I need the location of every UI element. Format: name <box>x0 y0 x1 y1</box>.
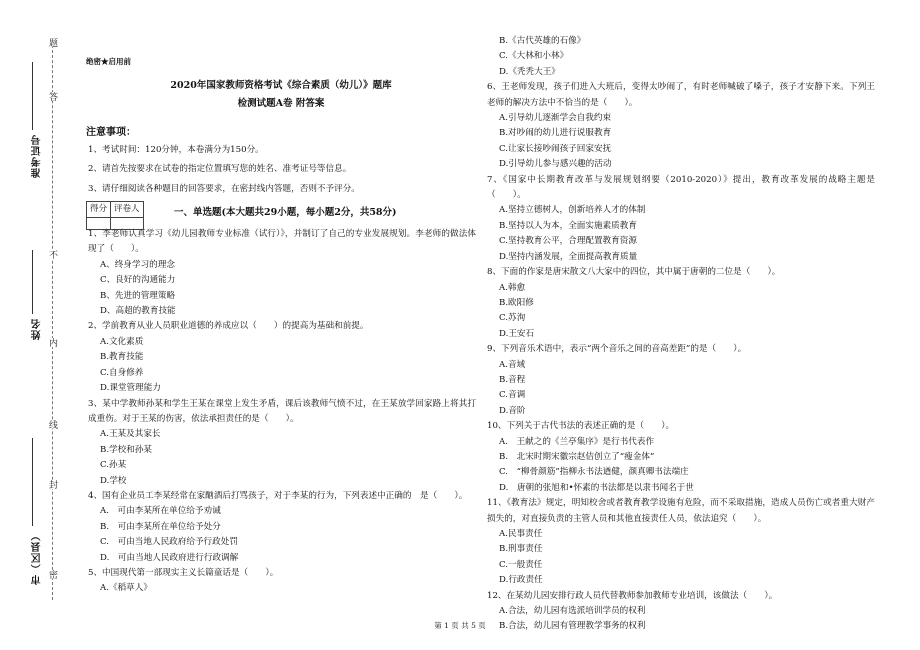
question-option: B. 可由李某所在单位给予处分 <box>100 521 221 532</box>
question-option: A.文化素质 <box>100 336 144 347</box>
seal-mark: 密 <box>47 570 57 579</box>
section-title: 一、单选题(本大题共29小题，每小题2分，共58分) <box>174 207 397 219</box>
exam-subtitle: 检测试题A卷 附答案 <box>237 98 325 110</box>
question-option: A.音域 <box>499 359 526 370</box>
question-option: C.《大林和小林》 <box>499 51 569 62</box>
score-table <box>86 201 144 230</box>
question-option: B.刑事责任 <box>499 544 543 555</box>
name-label: 姓名 <box>32 318 43 340</box>
question-option: C.孙某 <box>100 460 127 471</box>
question-option: A.《稻草人》 <box>100 583 152 594</box>
question-stem: 8、下面的作家是唐宋散文八大家中的四位，其中属于唐朝的二位是（ ）。 <box>487 267 781 278</box>
question-option: D. 唐朝的张旭和•怀素的书法都是以隶书闻名于世 <box>499 482 694 493</box>
question-stem: 6、王老师发现，孩子们进入大班后，变得太吵闹了，有时老师喊破了嗓子，孩子才安静下来。下列王老师的解决方法中不恰当的是（ ）。 <box>487 82 875 108</box>
question-option: A.王某及其家长 <box>100 429 161 440</box>
question-option: A.韩愈 <box>499 282 526 293</box>
question-option: A.坚持立德树人，创新培养人才的体制 <box>499 205 646 216</box>
question-option: A.合法，幼儿园有选派培训学员的权利 <box>499 606 646 617</box>
page-number: 第 1 页 共 5 页 <box>434 621 486 630</box>
question-stem: 3、某中学教师孙某和学生王某在课堂上发生矛盾，课后该教师气愤不过，在王某放学回家路上将其打成重伤。对于王某的伤害，依法承担责任的是（ ）。 <box>88 398 476 424</box>
secret-label: 绝密★启用前 <box>86 57 131 66</box>
question-option: D. 可由当地人民政府进行行政调解 <box>100 552 239 563</box>
question-option: B、先进的管理策略 <box>100 290 176 301</box>
question-stem: 10、下列关于古代书法的表述正确的是（ ）。 <box>487 421 675 432</box>
question-option: B.欧阳修 <box>499 297 534 308</box>
question-option: D.引导幼儿参与感兴趣的活动 <box>499 159 612 170</box>
question-option: B. 北宋时期宋徽宗赵佶创立了“瘦金体” <box>499 451 655 462</box>
section-header <box>86 201 476 227</box>
right-column <box>485 34 875 635</box>
question-option: B.教育技能 <box>100 352 144 363</box>
seal-mark: 题 <box>47 38 57 47</box>
question-option: C.让家长接吵闹孩子回家安抚 <box>499 143 612 154</box>
reviewer-label: 评卷人 <box>111 202 144 218</box>
question-stem: 4、国有企业员工李某经常在家酗酒后打骂孩子，对于李某的行为，下列表述中正确的 是（ ）。 <box>88 490 468 501</box>
question-option: A.民事责任 <box>499 529 543 539</box>
question-option: C.一般责任 <box>499 559 543 570</box>
question-option: D.坚持内涵发展，全面提高教育质量 <box>499 251 638 262</box>
question-option: A. 王献之的《兰亭集序》是行书代表作 <box>499 436 655 447</box>
question-option: A. 可由李某所在单位给予劝诫 <box>100 506 221 517</box>
question-stem: 7、《国家中长期教育改革与发展规划纲要（2010-2020）》提出，教育改革发展的战略主题是（ ）。 <box>487 174 875 201</box>
question-option: A.引导幼儿逐渐学会自我约束 <box>499 113 612 124</box>
question-option: D.王安石 <box>499 328 535 339</box>
reviewer-cell[interactable] <box>111 218 144 230</box>
question-stem: 11、《教育法》规定，明知校舍或者教育教学设施有危险，而不采取措施，造成人员伤亡或者重大财产损失的，对直接负责的主管人员和其他直接责任人员，依法追究（ ）。 <box>487 498 875 524</box>
seal-line <box>52 40 53 600</box>
question-option: D.课堂管理能力 <box>100 383 161 394</box>
question-stem: 9、下列音乐术语中，表示“两个音乐之间的音高差距”的是（ ）。 <box>487 344 747 355</box>
question-stem: 5、中国现代第一部现实主义长篇童话是（ ）。 <box>88 567 279 578</box>
binding-margin <box>0 0 80 650</box>
question-stem: 2、学前教育从业人员职业道德的养成应以（ ）的提高为基础和前提。 <box>88 321 369 332</box>
question-option: B.合法，幼儿园有管理教学事务的权利 <box>499 621 646 632</box>
question-option: C.坚持教育公平，合理配置教育资源 <box>499 236 637 247</box>
name-field[interactable] <box>32 250 33 314</box>
notes-heading: 注意事项： <box>86 127 136 139</box>
exam-number-label: 准考证号 <box>32 134 43 178</box>
score-label: 得分 <box>87 202 111 218</box>
seal-mark: 内 <box>47 338 57 347</box>
question-option: B.音程 <box>499 374 526 385</box>
question-option: C. 可由当地人民政府给予行政处罚 <box>100 537 238 548</box>
question-stem: 1、李老师认真学习《幼儿园教师专业标准（试行）》，并制订了自己的专业发展规划。李老师的做法体现了（ ）。 <box>88 229 476 255</box>
district-field[interactable] <box>32 438 33 526</box>
question-option: B.对吵闹的幼儿进行说服教育 <box>499 128 612 139</box>
exam-number-field[interactable] <box>32 62 33 130</box>
seal-mark: 不 <box>47 250 57 259</box>
question-option: C. “柳骨颜筋”指柳永书法遒健，颜真卿书法端庄 <box>499 467 689 478</box>
district-label: 市（区县） <box>32 530 43 585</box>
score-cell[interactable] <box>87 218 111 230</box>
note-item: 3、请仔细阅读各种题目的回答要求，在密封线内答题，否则不予评分。 <box>88 183 360 194</box>
question-option: D、高超的教育技能 <box>100 306 176 317</box>
question-option: D.学校 <box>100 475 127 486</box>
seal-mark: 答 <box>47 92 57 101</box>
question-option: C.苏洵 <box>499 313 526 324</box>
note-item: 2、请首先按要求在试卷的指定位置填写您的姓名、准考证号等信息。 <box>88 164 352 175</box>
question-option: C.自身修养 <box>100 367 144 378</box>
note-item: 1、考试时间：120分钟，本卷满分为150分。 <box>88 144 264 155</box>
question-list-left <box>86 227 476 597</box>
question-stem: 12、在某幼儿园安排行政人员代替教师参加教师专业培训，该做法（ ）。 <box>487 590 778 601</box>
question-option: B.《古代英雄的石像》 <box>499 36 586 46</box>
question-option: C、良好的沟通能力 <box>100 275 176 286</box>
exam-title: 2020年国家教师资格考试《综合素质（幼儿）》题库 <box>170 80 392 92</box>
seal-mark: 封 <box>47 480 57 489</box>
left-column <box>86 54 476 597</box>
question-option: B.坚持以人为本，全面实施素质教育 <box>499 220 637 231</box>
question-option: C.音调 <box>499 390 526 401</box>
seal-mark: 线 <box>47 420 57 429</box>
question-option: D.《秃秃大王》 <box>499 66 560 77</box>
question-option: B.学校和孙某 <box>100 444 153 455</box>
question-option: A、终身学习的理念 <box>100 259 175 270</box>
question-option: D.音阶 <box>499 405 526 416</box>
question-option: D.行政责任 <box>499 575 543 586</box>
